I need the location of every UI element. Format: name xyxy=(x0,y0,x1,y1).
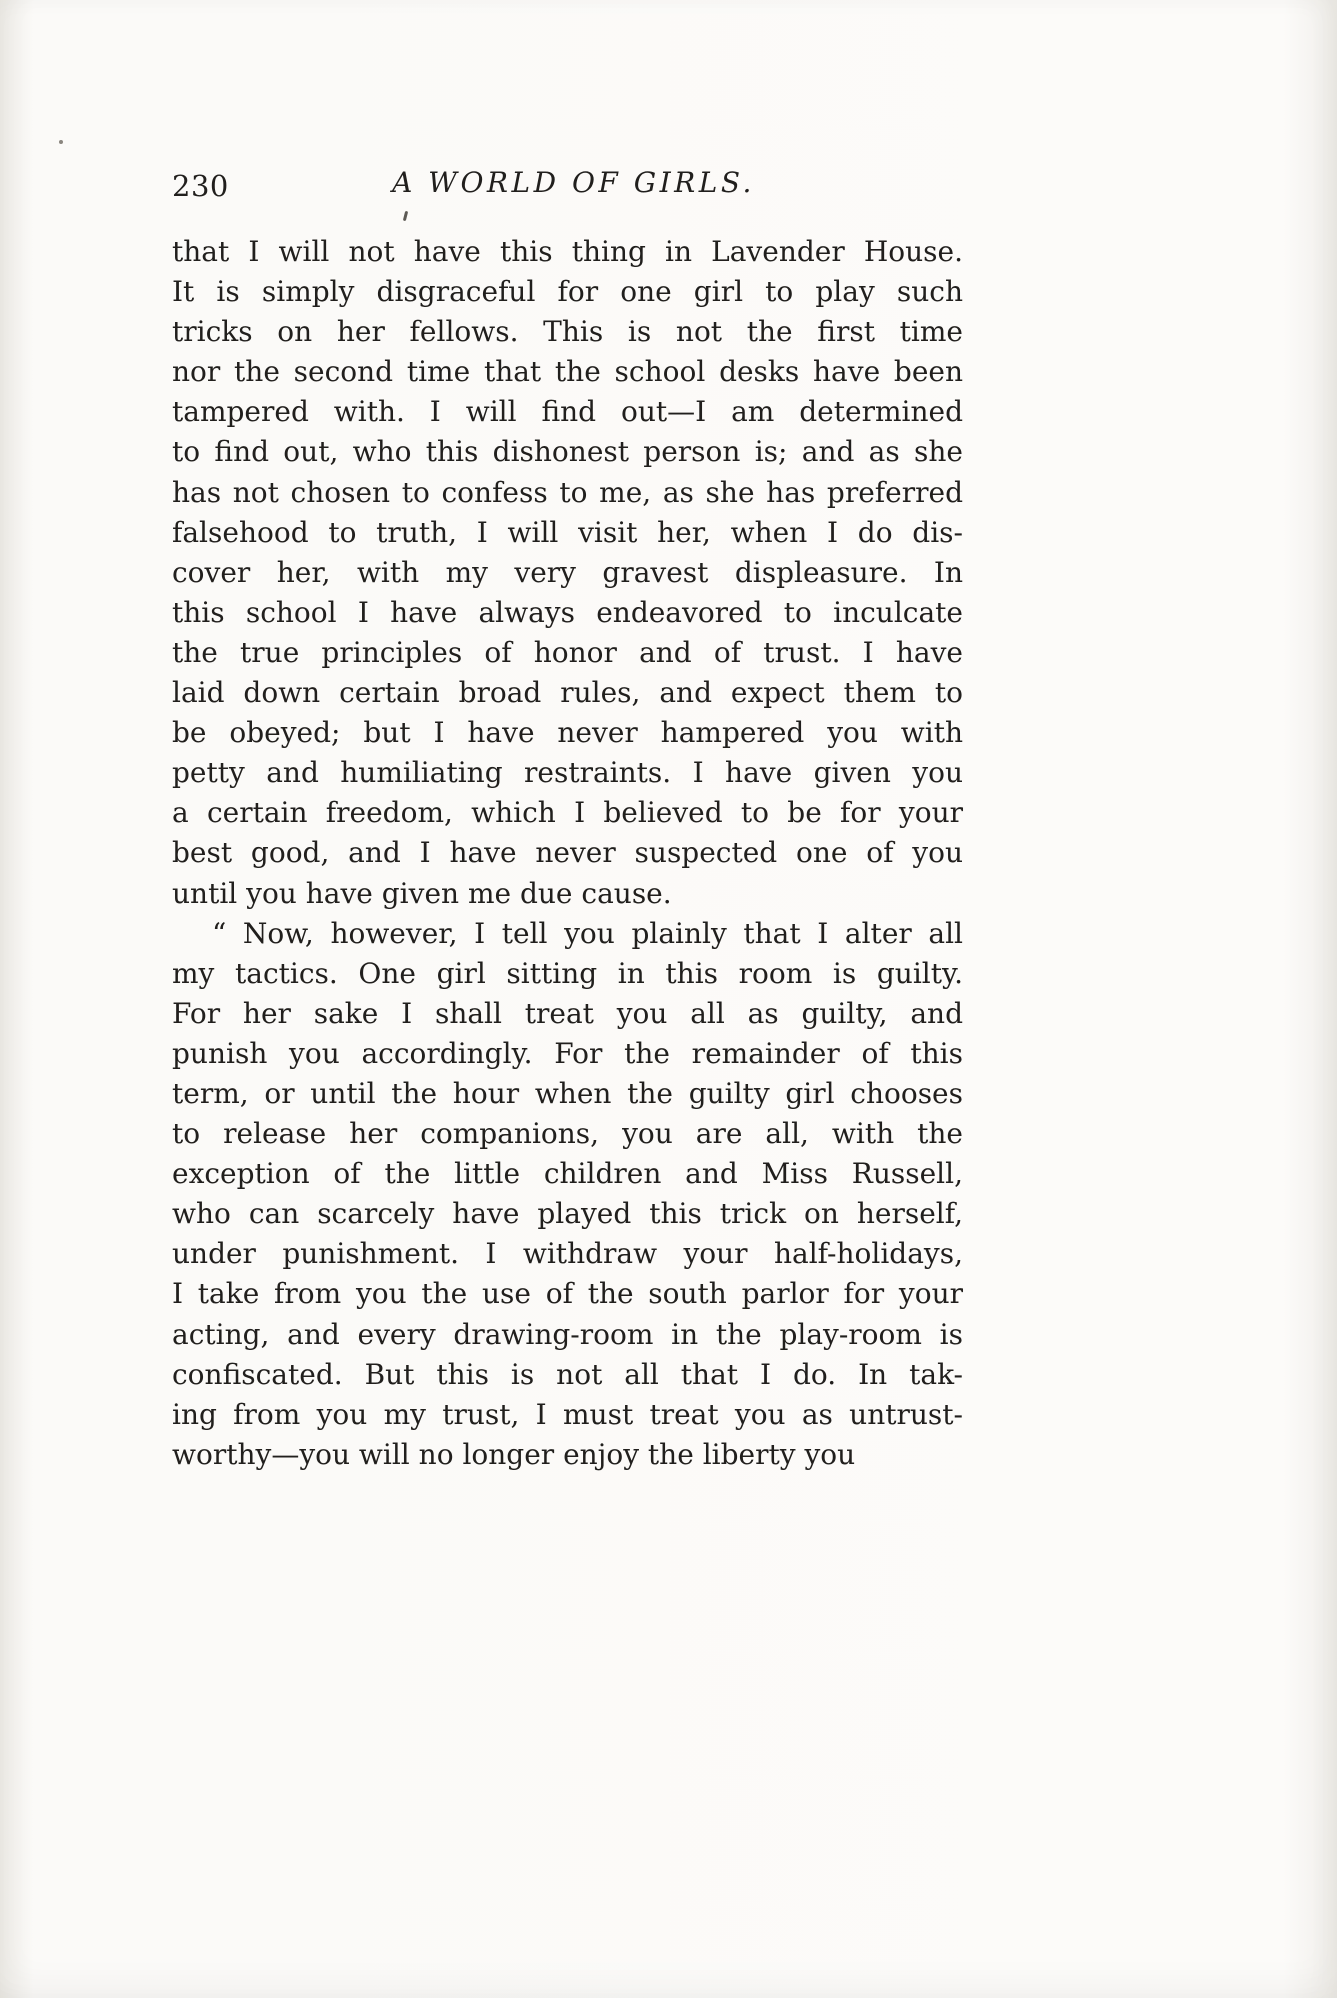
paragraph xyxy=(172,232,963,914)
text-line: “ Now, however, I tell you plainly that I alter all xyxy=(212,916,963,950)
text-line: It is simply disgraceful for one girl to play such xyxy=(172,275,963,309)
scan-speck xyxy=(59,140,63,144)
page-header xyxy=(172,166,963,212)
text-line: term, or until the hour when the guilty girl chooses xyxy=(172,1076,963,1110)
text-line: petty and humiliating restraints. I have given you xyxy=(172,756,963,790)
text-line: I take from you the use of the south parlor for your xyxy=(172,1277,963,1311)
text-line: confiscated. But this is not all that I do. In tak- xyxy=(172,1357,963,1391)
text-line: ing from you my trust, I must treat you as untrust- xyxy=(172,1397,963,1431)
scan-speck xyxy=(403,211,408,221)
text-line: under punishment. I withdraw your half-holidays, xyxy=(172,1237,963,1271)
text-line: tampered with. I will find out—I am determined xyxy=(172,395,963,429)
text-line: this school I have always endeavored to inculcate xyxy=(172,595,963,629)
body-text xyxy=(172,232,963,1475)
text-line: acting, and every drawing-room in the play-room is xyxy=(172,1317,963,1351)
text-line: worthy—you will no longer enjoy the liberty you xyxy=(172,1437,856,1471)
text-line: exception of the little children and Miss Russell, xyxy=(172,1157,963,1191)
text-line: until you have given me due cause. xyxy=(172,876,672,910)
running-title: A WORLD OF GIRLS. xyxy=(392,166,755,199)
text-line: punish you accordingly. For the remainder of this xyxy=(172,1036,963,1070)
text-line: cover her, with my very gravest displeasure. In xyxy=(172,555,963,589)
text-line: that I will not have this thing in Lavender House. xyxy=(172,235,963,268)
text-line: tricks on her fellows. This is not the first time xyxy=(172,315,963,349)
paragraph xyxy=(172,914,963,1475)
text-line: a certain freedom, which I believed to be for your xyxy=(172,796,963,830)
text-line: falsehood to truth, I will visit her, when I do dis- xyxy=(172,515,963,549)
text-line: nor the second time that the school desks have been xyxy=(172,355,963,389)
text-line: laid down certain broad rules, and expect them to xyxy=(172,676,963,710)
text-line: best good, and I have never suspected one of you xyxy=(172,836,963,870)
page-number: 230 xyxy=(172,169,229,203)
text-line: to find out, who this dishonest person is; and as she xyxy=(172,435,963,469)
text-line: to release her companions, you are all, with the xyxy=(172,1117,963,1151)
text-line: has not chosen to confess to me, as she has preferred xyxy=(172,475,963,509)
text-line: be obeyed; but I have never hampered you with xyxy=(172,716,963,750)
text-line: who can scarcely have played this trick on herself, xyxy=(172,1197,963,1231)
text-line: For her sake I shall treat you all as guilty, and xyxy=(172,996,963,1030)
text-line: my tactics. One girl sitting in this room is guilty. xyxy=(172,956,963,990)
text-line: the true principles of honor and of trust. I have xyxy=(172,635,963,669)
